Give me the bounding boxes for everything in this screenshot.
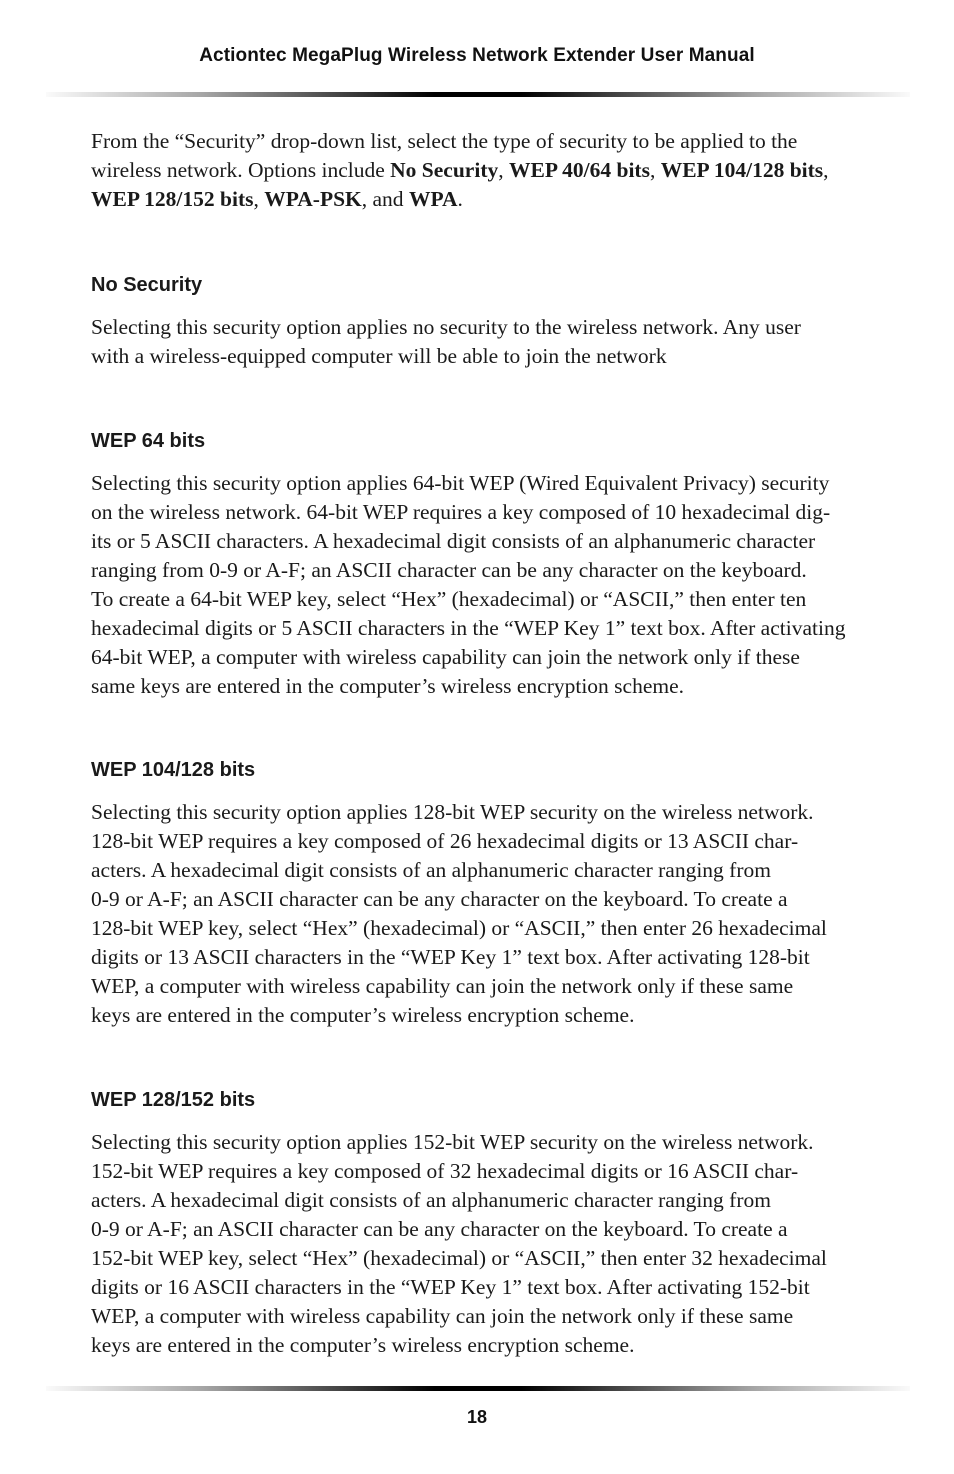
intro-end: . xyxy=(457,187,463,211)
page-header-title: Actiontec MegaPlug Wireless Network Extender User Manual xyxy=(199,45,755,66)
intro-separator: , xyxy=(649,158,661,182)
option-no-security: No Security xyxy=(390,158,499,182)
section-body xyxy=(91,469,881,701)
option-wpa: WPA xyxy=(408,187,458,211)
body-line: hexadecimal digits or 5 ASCII characters in the “WEP Key 1” text box. After activating xyxy=(91,616,846,640)
intro-separator: , and xyxy=(361,187,409,211)
body-line: 152-bit WEP requires a key composed of 32 hexadecimal digits or 16 ASCII char- xyxy=(91,1159,799,1183)
section-heading: WEP 128/152 bits xyxy=(91,1089,256,1111)
intro-separator: , xyxy=(823,158,829,182)
body-line: To create a 64-bit WEP key, select “Hex” (hexadecimal) or “ASCII,” then enter ten xyxy=(91,587,807,611)
option-wpa-psk: WPA-PSK xyxy=(264,187,362,211)
body-line: WEP, a computer with wireless capability can join the network only if these same xyxy=(91,1304,794,1328)
section-wep-128-152 xyxy=(91,1087,881,1360)
body-line: keys are entered in the computer’s wireless encryption scheme. xyxy=(91,1003,635,1027)
body-line: digits or 13 ASCII characters in the “WEP Key 1” text box. After activating 128-bit xyxy=(91,945,810,969)
section-body xyxy=(91,1128,881,1360)
body-line: 0-9 or A-F; an ASCII character can be any character on the keyboard. To create a xyxy=(91,1217,788,1241)
body-line: on the wireless network. 64-bit WEP requires a key composed of 10 hexadecimal dig- xyxy=(91,500,831,524)
option-wep-128-152: WEP 128/152 bits xyxy=(91,187,254,211)
section-wep-64 xyxy=(91,428,881,701)
body-line: Selecting this security option applies 152-bit WEP security on the wireless network. xyxy=(91,1130,814,1154)
body-line: 64-bit WEP, a computer with wireless capability can join the network only if these xyxy=(91,645,800,669)
body-line: 0-9 or A-F; an ASCII character can be any character on the keyboard. To create a xyxy=(91,887,788,911)
section-no-security xyxy=(91,272,881,371)
intro-paragraph xyxy=(91,127,869,214)
body-line: with a wireless-equipped computer will be able to join the network xyxy=(91,344,667,368)
option-wep-104-128: WEP 104/128 bits xyxy=(660,158,824,182)
section-heading: No Security xyxy=(91,274,203,296)
body-line: its or 5 ASCII characters. A hexadecimal digit consists of an alphanumeric character xyxy=(91,529,816,553)
section-wep-104-128 xyxy=(91,757,881,1030)
body-line: acters. A hexadecimal digit consists of an alphanumeric character ranging from xyxy=(91,858,771,882)
option-wep-40-64: WEP 40/64 bits xyxy=(508,158,650,182)
intro-separator: , xyxy=(498,158,509,182)
section-heading: WEP 104/128 bits xyxy=(91,759,256,781)
footer-divider xyxy=(46,1386,910,1391)
body-line: WEP, a computer with wireless capability can join the network only if these same xyxy=(91,974,794,998)
header-divider xyxy=(46,92,910,97)
body-line: Selecting this security option applies no security to the wireless network. Any user xyxy=(91,315,801,339)
section-body xyxy=(91,798,881,1030)
body-line: keys are entered in the computer’s wireless encryption scheme. xyxy=(91,1333,635,1357)
body-line: 152-bit WEP key, select “Hex” (hexadecimal) or “ASCII,” then enter 32 hexadecimal xyxy=(91,1246,827,1270)
intro-separator: , xyxy=(253,187,265,211)
body-line: acters. A hexadecimal digit consists of an alphanumeric character ranging from xyxy=(91,1188,771,1212)
body-line: 128-bit WEP requires a key composed of 26 hexadecimal digits or 13 ASCII char- xyxy=(91,829,799,853)
section-heading: WEP 64 bits xyxy=(91,430,206,452)
body-line: same keys are entered in the computer’s wireless encryption scheme. xyxy=(91,674,685,698)
body-line: 128-bit WEP key, select “Hex” (hexadecimal) or “ASCII,” then enter 26 hexadecimal xyxy=(91,916,827,940)
page-number: 18 xyxy=(466,1407,488,1427)
body-line: ranging from 0-9 or A-F; an ASCII character can be any character on the keyboard. xyxy=(91,558,807,582)
section-body xyxy=(91,313,881,371)
body-line: Selecting this security option applies 64-bit WEP (Wired Equivalent Privacy) security xyxy=(91,471,830,495)
intro-text: From the “Security” drop-down list, select the type of security to be applied to the wireless network. Options include xyxy=(91,129,798,182)
body-line: digits or 16 ASCII characters in the “WEP Key 1” text box. After activating 152-bit xyxy=(91,1275,810,1299)
body-line: Selecting this security option applies 128-bit WEP security on the wireless network. xyxy=(91,800,814,824)
